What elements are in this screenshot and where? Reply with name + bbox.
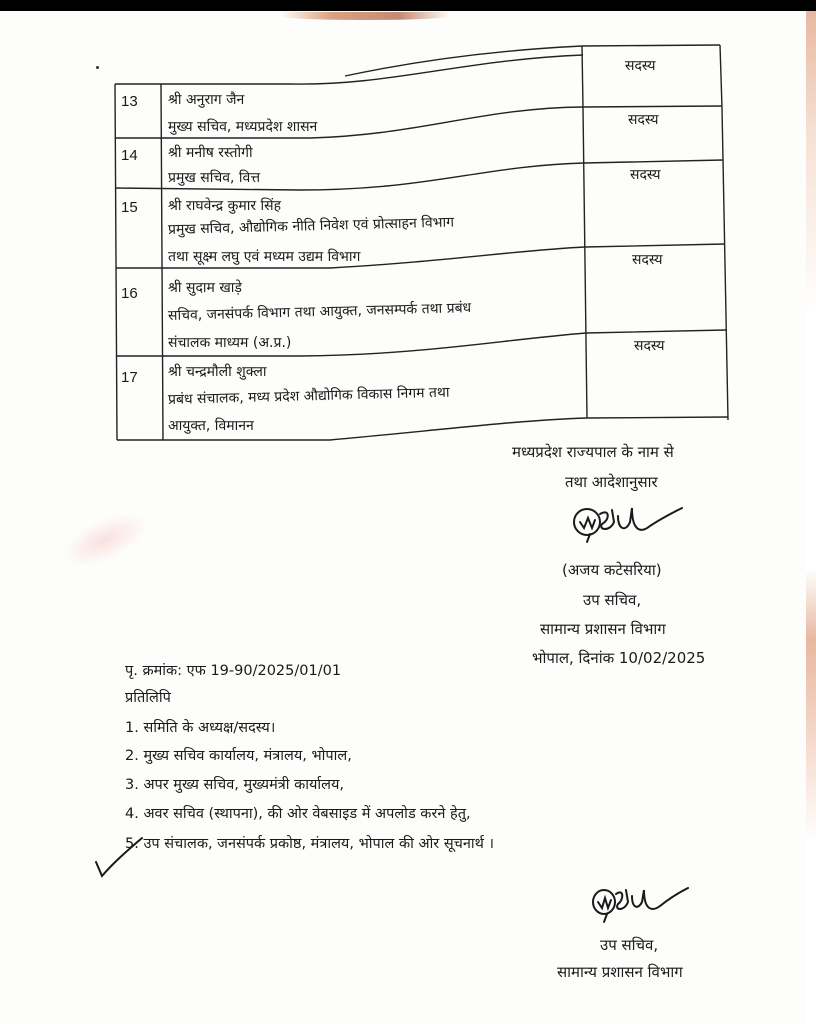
copy-list-item: 3. अपर मुख्य सचिव, मुख्यमंत्री कार्यालय, bbox=[125, 777, 345, 793]
member-designation: आयुक्त, विमानन bbox=[168, 418, 254, 434]
signature-icon bbox=[590, 882, 700, 926]
member-designation: प्रमुख सचिव, औद्योगिक नीति निवेश एवं प्रोत्साहन विभाग bbox=[167, 214, 455, 238]
signatory-name: (अजय कटेसरिया) bbox=[562, 561, 662, 579]
copy-list-item: 4. अवर सचिव (स्थापना), की ओर वेबसाइड में अपलोड करने हेतु, bbox=[125, 806, 471, 822]
serial-number: 15 bbox=[121, 199, 138, 216]
members-table bbox=[0, 0, 816, 460]
role-cell: सदस्य bbox=[625, 58, 656, 74]
serial-number: 17 bbox=[121, 369, 138, 386]
serial-number: 16 bbox=[121, 285, 138, 302]
order-line-1: मध्यप्रदेश राज्यपाल के नाम से bbox=[512, 443, 674, 461]
final-designation: उप सचिव, bbox=[600, 936, 659, 954]
member-designation: संचालक माध्यम (अ.प्र.) bbox=[168, 335, 292, 351]
serial-number: 13 bbox=[121, 93, 138, 110]
member-name: श्री मनीष रस्तोगी bbox=[168, 145, 253, 161]
member-name: श्री राघवेन्द्र कुमार सिंह bbox=[168, 198, 282, 214]
serial-number: 14 bbox=[121, 147, 138, 164]
final-department: सामान्य प्रशासन विभाग bbox=[557, 963, 683, 981]
member-designation: मुख्य सचिव, मध्यप्रदेश शासन bbox=[168, 119, 318, 135]
signature-icon bbox=[570, 500, 700, 550]
role-cell: सदस्य bbox=[628, 112, 659, 128]
copy-list-item: 2. मुख्य सचिव कार्यालय, मंत्रालय, भोपाल, bbox=[125, 748, 352, 764]
signatory-designation: उप सचिव, bbox=[583, 591, 642, 609]
role-cell: सदस्य bbox=[632, 252, 663, 268]
checkmark-icon bbox=[90, 832, 150, 882]
reference-number: पृ. क्रमांक: एफ 19-90/2025/01/01 bbox=[125, 663, 342, 679]
role-cell: सदस्य bbox=[634, 338, 665, 354]
member-designation: तथा सूक्ष्म लघु एवं मध्यम उद्यम विभाग bbox=[168, 249, 361, 265]
member-name: श्री चन्द्रमौली शुक्ला bbox=[168, 364, 267, 380]
member-designation: प्रबंध संचालक, मध्य प्रदेश औद्योगिक विकास निगम तथा bbox=[167, 384, 450, 408]
copy-label: प्रतिलिपि bbox=[125, 690, 171, 706]
member-designation: सचिव, जनसंपर्क विभाग तथा आयुक्त, जनसम्पर्क तथा प्रबंध bbox=[167, 300, 472, 324]
copy-list-item: 1. समिति के अध्यक्ष/सदस्य। bbox=[125, 720, 276, 736]
order-line-2: तथा आदेशानुसार bbox=[565, 473, 658, 491]
signatory-department: सामान्य प्रशासन विभाग bbox=[540, 620, 666, 638]
role-cell: सदस्य bbox=[630, 167, 661, 183]
member-name: श्री अनुराग जैन bbox=[168, 92, 245, 108]
place-and-date: भोपाल, दिनांक 10/02/2025 bbox=[532, 649, 706, 667]
member-name: श्री सुदाम खाड़े bbox=[168, 280, 242, 296]
copy-list-item: 5. उप संचालक, जनसंपर्क प्रकोष्ठ, मंत्रालय, भोपाल की ओर सूचनार्थ । bbox=[125, 836, 495, 852]
member-designation: प्रमुख सचिव, वित्त bbox=[168, 170, 260, 186]
